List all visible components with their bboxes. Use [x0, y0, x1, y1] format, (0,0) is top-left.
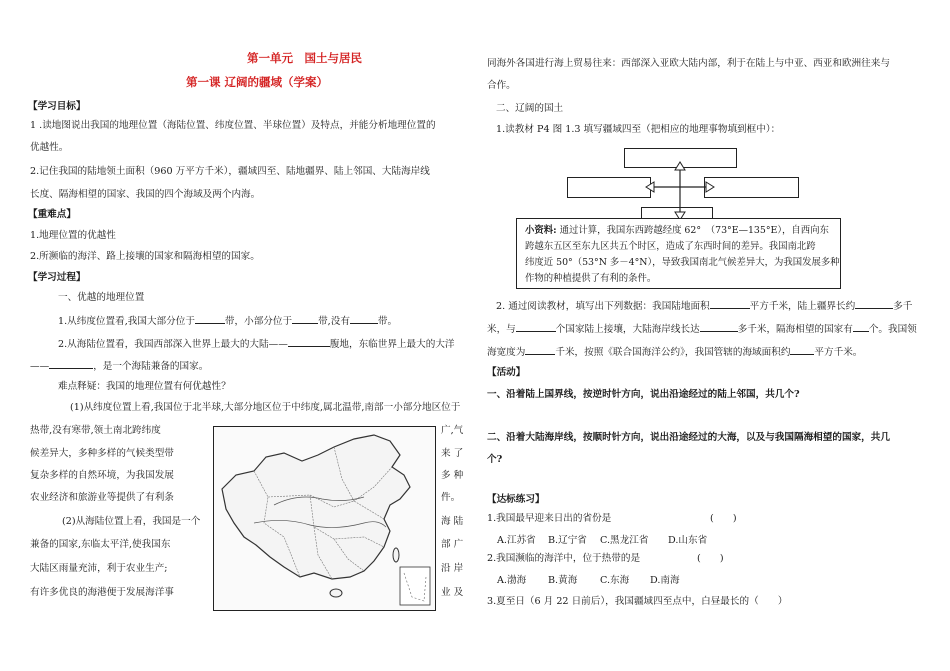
- west-extremity-box[interactable]: [567, 177, 651, 198]
- objective-1-line1: 1 .读地图说出我国的地理位置（海陆位置、纬度位置、半球位置）及特点，并能分析地理位置的: [30, 120, 436, 131]
- sea-land-text-4: 有许多优良的海港便于发展海洋事: [30, 587, 174, 598]
- coastline-blank[interactable]: [700, 321, 738, 332]
- question-1: [58, 313, 397, 328]
- q1-blank-3[interactable]: [350, 313, 378, 324]
- activity-2-line2: 个?: [487, 454, 503, 465]
- objective-2-line2: 长度、隔海相望的国家、我国的四个海域及两个内海。: [30, 189, 261, 200]
- fill-text-c: 多千: [893, 301, 913, 312]
- note-label: 小资料:: [525, 225, 557, 236]
- q2-text-d: ，是一个海陆兼备的国家。: [93, 361, 209, 372]
- practice-q2-answer[interactable]: ( ): [697, 553, 724, 564]
- sea-neighbor-blank[interactable]: [853, 321, 869, 332]
- wrap-fragment-2: 来 了: [441, 448, 464, 459]
- fill-task-line3: [487, 344, 862, 359]
- info-note-box: [516, 218, 841, 289]
- lesson-title: 第一课 辽阔的疆域（学案）: [186, 75, 329, 89]
- reading-task-1: 1.读教材 P4 图 1.3 填写疆域四至（把相应的地理事物填到框中）：: [496, 124, 781, 135]
- note-line-1: [525, 225, 829, 237]
- note-line-4: 作物的种植提供了有利的条件。: [525, 273, 657, 284]
- latitude-text-3: 候差异大，多种多样的气候类型带: [30, 448, 174, 459]
- q1-text-a: 1.从纬度位置看,我国大部分位于: [58, 316, 195, 327]
- process-heading: 【学习过程】: [28, 272, 86, 283]
- practice-q1-answer[interactable]: ( ): [710, 513, 737, 524]
- practice-q1-option-c[interactable]: C.黑龙江省: [600, 535, 649, 546]
- fill-task-line1: [496, 298, 912, 313]
- neighbor-count-blank[interactable]: [516, 321, 556, 332]
- fill-text-j: 平方千米。: [814, 347, 863, 358]
- keypoint-2: 2.所濒临的海洋、路上接壤的国家和隔海相望的国家。: [30, 251, 260, 262]
- practice-q3: 3.夏至日（6 月 22 日前后），我国疆域四至点中，白昼最长的（ ）: [487, 596, 788, 607]
- latitude-text-4: 复杂多样的自然环境，为我国发展: [30, 470, 174, 481]
- q1-text-c: 带,没有: [318, 316, 350, 327]
- practice-q1-option-a[interactable]: A.江苏省: [497, 535, 536, 546]
- practice-q1: 1.我国最早迎来日出的省份是: [487, 513, 612, 524]
- practice-heading: 【达标练习】: [487, 494, 545, 505]
- wrap-fragment-3: 多 种: [441, 470, 464, 481]
- q2-blank-2[interactable]: [49, 358, 93, 369]
- note-line-2: 跨越东五区至东九区共五个时区，造成了东西时间的差异。我国南北跨: [525, 241, 816, 252]
- difficulty-note: 难点释疑：我国的地理位置有何优越性？: [58, 381, 231, 392]
- china-outline-map: [213, 426, 436, 611]
- practice-q2-option-a[interactable]: A.渤海: [497, 575, 527, 586]
- wrap-fragment-4: 件。: [441, 492, 461, 503]
- practice-q2: 2.我国濒临的海洋中，位于热带的是: [487, 553, 641, 564]
- fill-text-b: 平方千米，陆上疆界长约: [749, 301, 856, 312]
- continued-text-2: 合作。: [487, 80, 516, 91]
- china-map-graphic: [214, 427, 435, 610]
- sea-land-text-3: 大陆区雨量充沛，利于农业生产;: [30, 563, 168, 574]
- practice-q2-option-b[interactable]: B.黄海: [548, 575, 578, 586]
- fill-task-line2: [487, 321, 917, 336]
- objectives-heading: 【学习目标】: [28, 101, 86, 112]
- keypoints-heading: 【重难点】: [28, 209, 76, 220]
- q1-text-d: 带。: [377, 316, 398, 327]
- fill-text-a: 2. 通过阅读教材，填写出下列数据：我国陆地面积: [496, 301, 710, 312]
- question-2-line1: [58, 336, 455, 351]
- q2-blank-1[interactable]: [288, 336, 330, 347]
- activity-heading: 【活动】: [487, 367, 526, 378]
- q2-text-a: 2.从海陆位置看，我国西部深入世界上最大的大陆——: [58, 339, 288, 350]
- activity-2-line1: 二、沿着大陆海岸线，按顺时针方向，说出沿途经过的大海，以及与我国隔海相望的国家，共几: [487, 432, 890, 443]
- section-1-heading: 一、优越的地理位置: [58, 292, 145, 303]
- q2-text-c: ——: [30, 361, 50, 372]
- keypoint-1: 1.地理位置的优越性: [30, 230, 116, 241]
- unit-title: 第一单元 国土与居民: [247, 51, 362, 65]
- activity-1: 一、沿着陆上国界线，按逆时针方向，说出沿途经过的陆上邻国，共几个?: [487, 389, 800, 400]
- fill-text-e: 个国家陆上接壤，大陆海岸线长达: [555, 324, 700, 335]
- q1-blank-1[interactable]: [195, 313, 225, 324]
- section-2-heading: 二、辽阔的国土: [496, 103, 564, 114]
- continued-text-1: 同海外各国进行海上贸易往来：西部深入亚欧大陆内部，利于在陆上与中亚、西亚和欧洲往来与: [487, 58, 890, 69]
- sea-land-text-2: 兼备的国家,东临太平洋,使我国东: [30, 539, 171, 550]
- land-border-blank[interactable]: [855, 298, 893, 309]
- wrap-fragment-6: 部 广: [441, 539, 464, 550]
- objective-2-line1: 2.记住我国的陆地领土面积（960 万平方千米），疆域四至、陆地疆界、陆上邻国、大陆海岸线: [30, 166, 430, 177]
- practice-q2-option-d[interactable]: D.南海: [650, 575, 680, 586]
- q1-text-b: 带，小部分位于: [224, 316, 293, 327]
- q2-text-b: 腹地，东临世界上最大的大洋: [329, 339, 455, 350]
- wrap-fragment-5: 海 陆: [441, 516, 464, 527]
- question-2-line2: [30, 358, 208, 373]
- sea-land-text-1: (2)从海陆位置上看，我国是一个: [62, 516, 201, 527]
- fill-text-d: 米，与: [487, 324, 516, 335]
- fill-text-g: 个。我国领: [868, 324, 917, 335]
- wrap-fragment-7: 沿 岸: [441, 563, 464, 574]
- compass-arrows-icon: [640, 160, 720, 222]
- fill-text-f: 多千米，隔海相望的国家有: [737, 324, 853, 335]
- land-area-blank[interactable]: [710, 298, 750, 309]
- latitude-text-1: (1)从纬度位置上看,我国位于北半球,大部分地区位于中纬度,属北温带,南部一小部分地区位于: [70, 402, 461, 413]
- sea-area-blank[interactable]: [790, 344, 814, 355]
- note-line-3: 纬度近 50°（53°N 多－4°N），导致我国南北气候差异大，为我国发展多种: [525, 257, 840, 268]
- fill-text-i: 千米，按照《联合国海洋公约》，我国管辖的海域面积约: [555, 347, 791, 358]
- practice-q1-option-b[interactable]: B.辽宁省: [548, 535, 587, 546]
- latitude-text-5: 农业经济和旅游业等提供了有利条: [30, 492, 174, 503]
- practice-q1-option-d[interactable]: D.山东省: [668, 535, 708, 546]
- territorial-sea-blank[interactable]: [525, 344, 555, 355]
- latitude-text-2: 热带,没有寒带,领土南北跨纬度: [30, 425, 161, 436]
- wrap-fragment-1: 广,气: [441, 425, 464, 436]
- q1-blank-2[interactable]: [292, 313, 318, 324]
- practice-q2-option-c[interactable]: C.东海: [600, 575, 630, 586]
- fill-text-h: 海宽度为: [487, 347, 526, 358]
- objective-1-line2: 优越性。: [30, 142, 69, 153]
- wrap-fragment-8: 业 及: [441, 587, 464, 598]
- note-text-1: 通过计算，我国东西跨越经度 62° （73°E—135°E），自西向东: [559, 225, 829, 236]
